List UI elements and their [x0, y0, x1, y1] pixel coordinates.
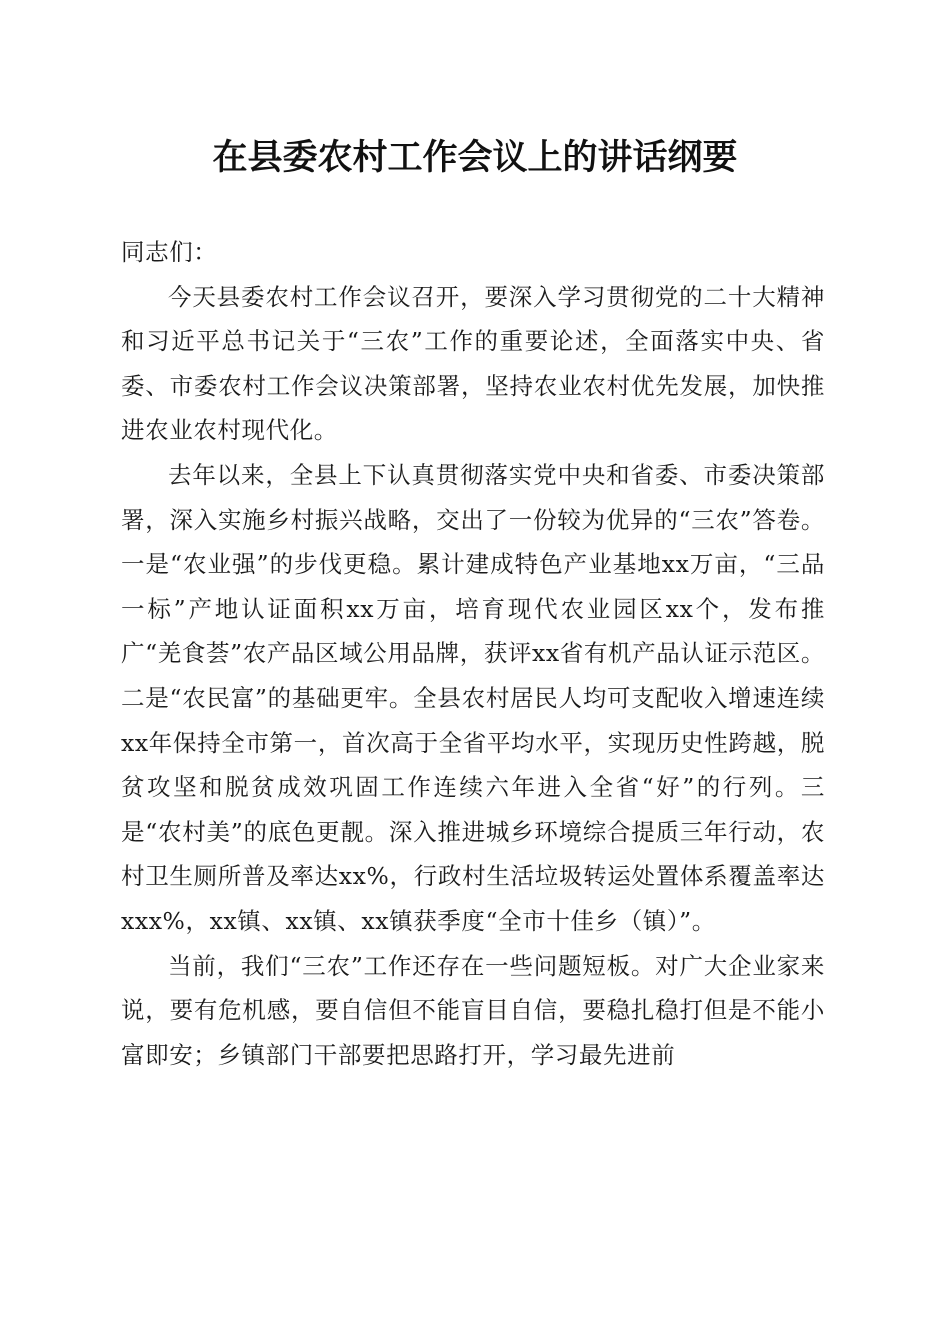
- document-title: 在县委农村工作会议上的讲话纲要: [212, 137, 738, 178]
- paragraph-opening: 今天县委农村工作会议召开，要深入学习贯彻党的二十大精神和习近平总书记关于“三农”工作的重要论述，全面落实中央、省委、市委农村工作会议决策部署，坚持农业农村优先发展，加快推进农业农村现代化。: [121, 282, 825, 445]
- document-body: [121, 230, 825, 1077]
- salutation: 同志们：: [121, 238, 218, 266]
- paragraph-problems: 当前，我们“三农”工作还存在一些问题短板。对广大企业家来说，要有危机感，要自信但不能盲目自信，要稳扎稳打但是不能小富即安；乡镇部门干部要把思路打开，学习最先进前: [121, 951, 825, 1069]
- paragraph-achievements: 去年以来，全县上下认真贯彻落实党中央和省委、市委决策部署，深入实施乡村振兴战略，交出了一份较为优异的“三农”答卷。一是“农业强”的步伐更稳。累计建成特色产业基地xx万亩，“三品一标”产地认证面积xx万亩，培育现代农业园区xx个，发布推广“羌食荟”农产品区域公用品牌，获评xx省有机产品认证示范区。二是“农民富”的基础更牢。全县农村居民人均可支配收入增速连续xx年保持全市第一，首次高于全省平均水平，实现历史性跨越，脱贫攻坚和脱贫成效巩固工作连续六年进入全省“好”的行列。三是“农村美”的底色更靓。深入推进城乡环境综合提质三年行动，农村卫生厕所普及率达xx%，行政村生活垃圾转运处置体系覆盖率达xxx%，xx镇、xx镇、xx镇获季度“全市十佳乡（镇）”。: [121, 460, 825, 935]
